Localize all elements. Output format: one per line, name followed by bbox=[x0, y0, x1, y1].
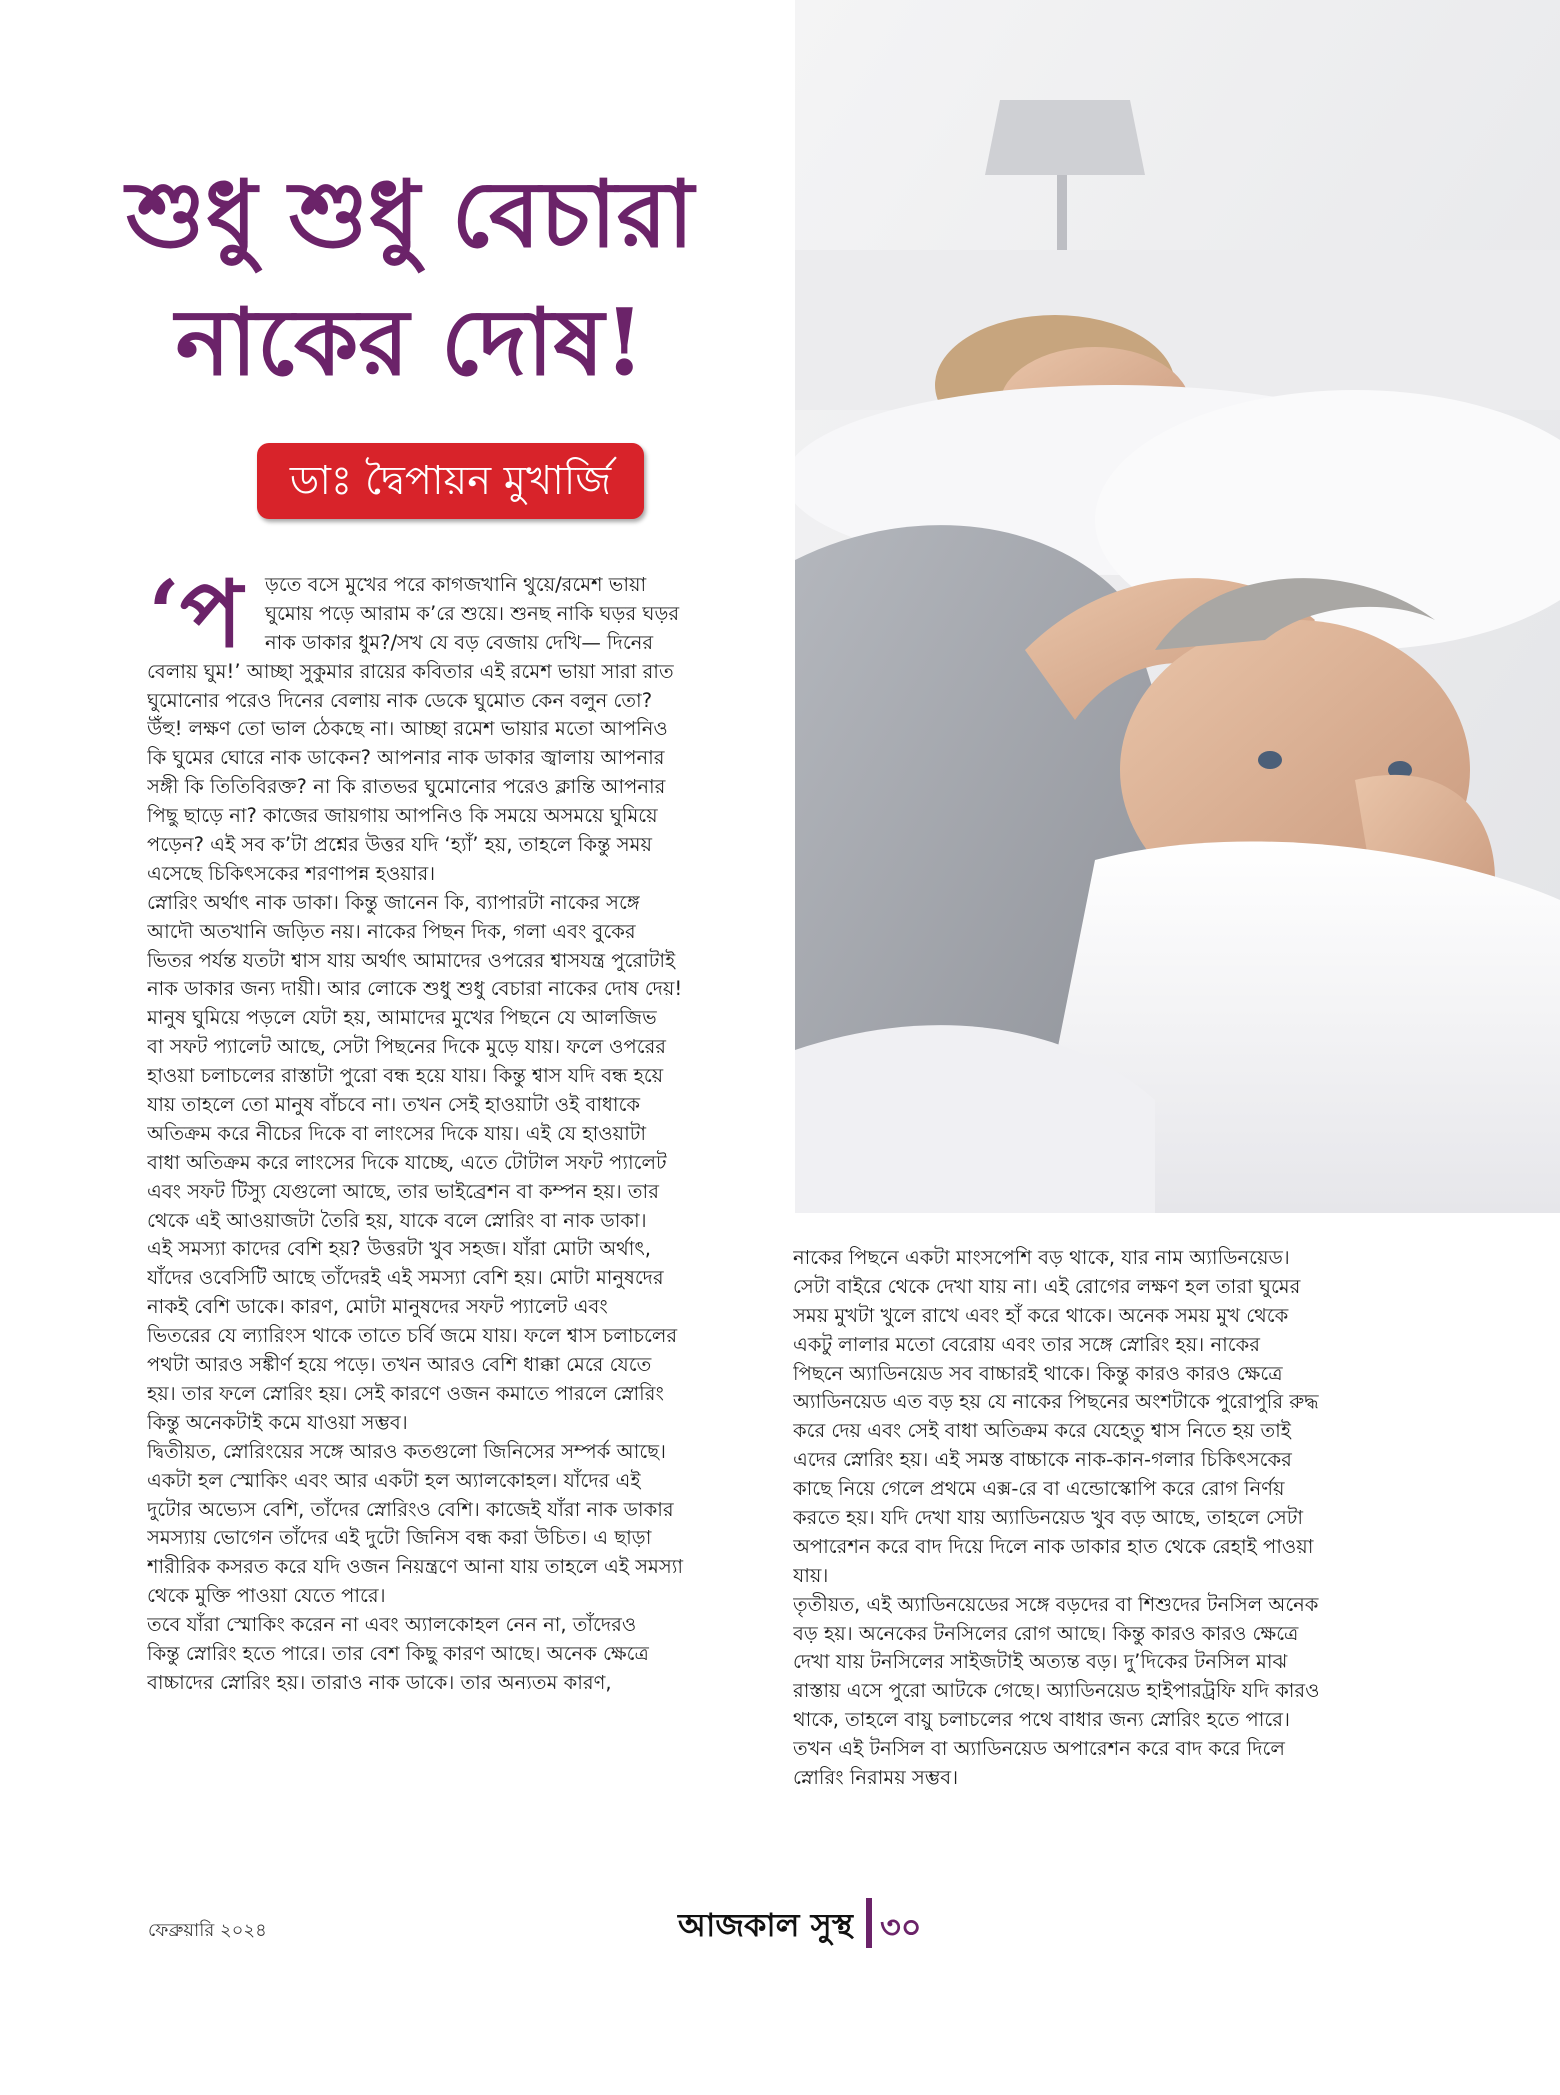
drop-cap: ‘প bbox=[148, 560, 243, 668]
body-line: স্নোরিং নিরাময় সম্ভব। bbox=[793, 1766, 959, 1790]
body-line: তখন এই টনসিল বা অ্যাডিনয়েড অপারেশন করে বাদ করে দিলে bbox=[793, 1737, 1285, 1761]
title-line-1: শুধু শুধু বেচারা bbox=[126, 160, 694, 268]
body-column-left bbox=[147, 560, 777, 1698]
body-line: ড়তে বসে মুখের পরে কাগজখানি থুয়ে/রমেশ ভায়া bbox=[265, 573, 647, 596]
body-line: তবে যাঁরা স্মোকিং করেন না এবং অ্যালকোহল নেন না, তাঁদেরও bbox=[147, 1613, 637, 1637]
body-line: করতে হয়। যদি দেখা যায় অ্যাডিনয়েড খুব বড় আছে, তাহলে সেটা bbox=[793, 1506, 1304, 1530]
body-line: পিছনে অ্যাডিনয়েড সব বাচ্চারই থাকে। কিন্তু কারও কারও ক্ষেত্রে bbox=[793, 1361, 1283, 1385]
body-line: নাকের পিছনে একটা মাংসপেশি বড় থাকে, যার নাম অ্যাডিনয়েড। bbox=[793, 1246, 1290, 1269]
body-line: পড়েন? এই সব ক’টা প্রশ্নের উত্তর যদি ‘হ্যাঁ’ হয়, তাহলে কিন্তু সময় bbox=[147, 833, 652, 857]
body-line: কিন্তু স্নোরিং হতে পারে। তার বেশ কিছু কারণ আছে। অনেক ক্ষেত্রে bbox=[147, 1641, 649, 1665]
body-line: পিছু ছাড়ে না? কাজের জায়গায় আপনিও কি সময়ে অসময়ে ঘুমিয়ে bbox=[147, 804, 658, 828]
body-line: বাচ্চাদের স্নোরিং হয়। তারাও নাক ডাকে। তার অন্যতম কারণ, bbox=[147, 1670, 612, 1694]
body-line: আদৌ অতখানি জড়িত নয়। নাকের পিছন দিক, গলা এবং বুকের bbox=[147, 919, 636, 943]
body-line: দুটোর অভ্যেস বেশি, তাঁদের স্নোরিংও বেশি। কাজেই যাঁরা নাক ডাকার bbox=[147, 1497, 674, 1521]
body-line: অপারেশন করে বাদ দিয়ে দিলে নাক ডাকার হাত থেকে রেহাই পাওয়া bbox=[793, 1534, 1314, 1558]
body-line: করে দেয় এবং সেই বাধা অতিক্রম করে যেহেতু শ্বাস নিতে হয় তাই bbox=[793, 1419, 1291, 1443]
body-line: কাছে নিয়ে গেলে প্রথমে এক্স-রে বা এন্ডোস্কোপি করে রোগ নির্ণয় bbox=[793, 1477, 1285, 1501]
body-line: ভিতরের যে ল্যারিংস থাকে তাতে চর্বি জমে যায়। ফলে শ্বাস চলাচলের bbox=[147, 1324, 678, 1348]
author-badge: ডাঃ দ্বৈপায়ন মুখার্জি bbox=[257, 443, 644, 519]
body-line: ভিতর পর্যন্ত যতটা শ্বাস যায় অর্থাৎ আমাদের ওপরের শ্বাসযন্ত্র পুরোটাই bbox=[147, 948, 676, 972]
article-title bbox=[40, 150, 780, 406]
body-line: বেলায় ঘুম!’ আচ্ছা সুকুমার রায়ের কবিতার এই রমেশ ভায়া সারা রাত bbox=[147, 659, 674, 683]
body-line: এসেছে চিকিৎসকের শরণাপন্ন হওয়ার। bbox=[147, 861, 436, 885]
body-line: বড় হয়। অনেকের টনসিলের রোগ আছে। কিন্তু কারও কারও ক্ষেত্রে bbox=[793, 1621, 1299, 1645]
body-line: নাকই বেশি ডাকে। কারণ, মোটা মানুষদের সফট প্যালেট এবং bbox=[147, 1295, 608, 1319]
body-line: অতিক্রম করে নীচের দিকে বা লাংসের দিকে যায়। এই যে হাওয়াটা bbox=[147, 1121, 646, 1145]
body-line: ঘুমোয় পড়ে আরাম ক’রে শুয়ে। শুনছ নাকি ঘড়র ঘড়র bbox=[265, 601, 680, 625]
body-line: সেটা বাইরে থেকে দেখা যায় না। এই রোগের লক্ষণ হল তারা ঘুমের bbox=[793, 1274, 1301, 1298]
body-line: নাক ডাকার ধুম?/সখ যে বড় বেজায় দেখি— দিনের bbox=[265, 630, 654, 654]
body-line: পথটা আরও সঙ্কীর্ণ হয়ে পড়ে। তখন আরও বেশি ধাক্কা মেরে যেতে bbox=[147, 1353, 652, 1377]
body-line: উঁহু! লক্ষণ তো ভাল ঠেকছে না। আচ্ছা রমেশ ভায়ার মতো আপনিও bbox=[147, 717, 668, 741]
footer-separator bbox=[866, 1898, 872, 1948]
body-line: থেকে এই আওয়াজটা তৈরি হয়, যাকে বলে স্নোরিং বা নাক ডাকা। bbox=[147, 1208, 647, 1232]
body-line: শারীরিক কসরত করে যদি ওজন নিয়ন্ত্রণে আনা যায় তাহলে এই সমস্যা bbox=[147, 1555, 684, 1579]
body-line: থেকে মুক্তি পাওয়া যেতে পারে। bbox=[147, 1584, 386, 1608]
body-line: কিন্তু অনেকটাই কমে যাওয়া সম্ভব। bbox=[147, 1410, 408, 1434]
body-line: নাক ডাকার জন্য দায়ী। আর লোকে শুধু শুধু বেচারা নাকের দোষ দেয়! bbox=[147, 977, 683, 1001]
body-line: মানুষ ঘুমিয়ে পড়লে যেটা হয়, আমাদের মুখের পিছনে যে আলজিভ bbox=[147, 1006, 657, 1030]
body-line: তৃতীয়ত, এই অ্যাডিনয়েডের সঙ্গে বড়দের বা শিশুদের টনসিল অনেক bbox=[793, 1592, 1319, 1616]
body-line: থাকে, তাহলে বায়ু চলাচলের পথে বাধার জন্য স্নোরিং হতে পারে। bbox=[793, 1708, 1290, 1732]
body-line: কি ঘুমের ঘোরে নাক ডাকেন? আপনার নাক ডাকার জ্বালায় আপনার bbox=[147, 746, 665, 770]
body-line: দ্বিতীয়ত, স্নোরিংয়ের সঙ্গে আরও কতগুলো জিনিসের সম্পর্ক আছে। bbox=[147, 1439, 666, 1463]
body-line: এবং সফট টিস্যু যেগুলো আছে, তার ভাইব্রেশন বা কম্পন হয়। তার bbox=[147, 1179, 659, 1203]
title-line-2: নাকের দোষ! bbox=[175, 288, 645, 396]
snoring-couple-image bbox=[795, 0, 1560, 1213]
body-line: দেখা যায় টনসিলের সাইজটাই অত্যন্ত বড়। দু’দিকের টনসিল মাঝ bbox=[793, 1650, 1288, 1674]
body-line: সময় মুখটা খুলে রাখে এবং হাঁ করে থাকে। অনেক সময় মুখ থেকে bbox=[793, 1303, 1289, 1327]
body-line: বা সফট প্যালেট আছে, সেটা পিছনের দিকে মুড়ে যায়। ফলে ওপরের bbox=[147, 1035, 667, 1059]
body-line: অ্যাডিনয়েড এত বড় হয় যে নাকের পিছনের অংশটাকে পুরোপুরি রুদ্ধ bbox=[793, 1390, 1319, 1414]
body-line: সমস্যায় ভোগেন তাঁদের এই দুটো জিনিস বন্ধ করা উচিত। এ ছাড়া bbox=[147, 1526, 652, 1550]
body-line: বাধা অতিক্রম করে লাংসের দিকে যাচ্ছে, এতে টোটাল সফট প্যালেট bbox=[147, 1150, 667, 1174]
body-line: যায়। bbox=[793, 1563, 829, 1587]
body-line: স্নোরিং অর্থাৎ নাক ডাকা। কিন্তু জানেন কি, ব্যাপারটা নাকের সঙ্গে bbox=[147, 890, 640, 914]
body-line: যায় তাহলে তো মানুষ বাঁচবে না। তখন সেই হাওয়াটা ওই বাধাকে bbox=[147, 1093, 641, 1117]
article-photo bbox=[795, 0, 1560, 1213]
body-line: সঙ্গী কি তিতিবিরক্ত? না কি রাতভর ঘুমোনোর পরেও ক্লান্তি আপনার bbox=[147, 775, 666, 799]
body-column-right bbox=[793, 1244, 1443, 1793]
body-line: ঘুমোনোর পরেও দিনের বেলায় নাক ডেকে ঘুমোত কেন বলুন তো? bbox=[147, 688, 653, 712]
body-line: হয়। তার ফলে স্নোরিং হয়। সেই কারণে ওজন কমাতে পারলে স্নোরিং bbox=[147, 1381, 664, 1405]
body-line: একটা হল স্মোকিং এবং আর একটা হল অ্যালকোহল। যাঁদের এই bbox=[147, 1468, 641, 1492]
body-line: হাওয়া চলাচলের রাস্তাটা পুরো বন্ধ হয়ে যায়। কিন্তু শ্বাস যদি বন্ধ হয়ে bbox=[147, 1064, 664, 1088]
footer-brand-logo: আজকাল সুস্থ bbox=[678, 1906, 853, 1944]
page-number: ৩০ bbox=[880, 1908, 922, 1946]
body-line: রাস্তায় এসে পুরো আটকে গেছে। অ্যাডিনয়েড হাইপারট্রফি যদি কারও bbox=[793, 1679, 1320, 1703]
footer-date: ফেব্রুয়ারি ২০২৪ bbox=[148, 1920, 267, 1941]
body-line: এদের স্নোরিং হয়। এই সমস্ত বাচ্চাকে নাক-কান-গলার চিকিৎসকের bbox=[793, 1448, 1292, 1472]
body-line: এই সমস্যা কাদের বেশি হয়? উত্তরটা খুব সহজ। যাঁরা মোটা অর্থাৎ, bbox=[147, 1237, 652, 1261]
body-line: যাঁদের ওবেসিটি আছে তাঁদেরই এই সমস্যা বেশি হয়। মোটা মানুষদের bbox=[147, 1266, 664, 1290]
body-line: একটু লালার মতো বেরোয় এবং তার সঙ্গে স্নোরিং হয়। নাকের bbox=[793, 1332, 1260, 1356]
